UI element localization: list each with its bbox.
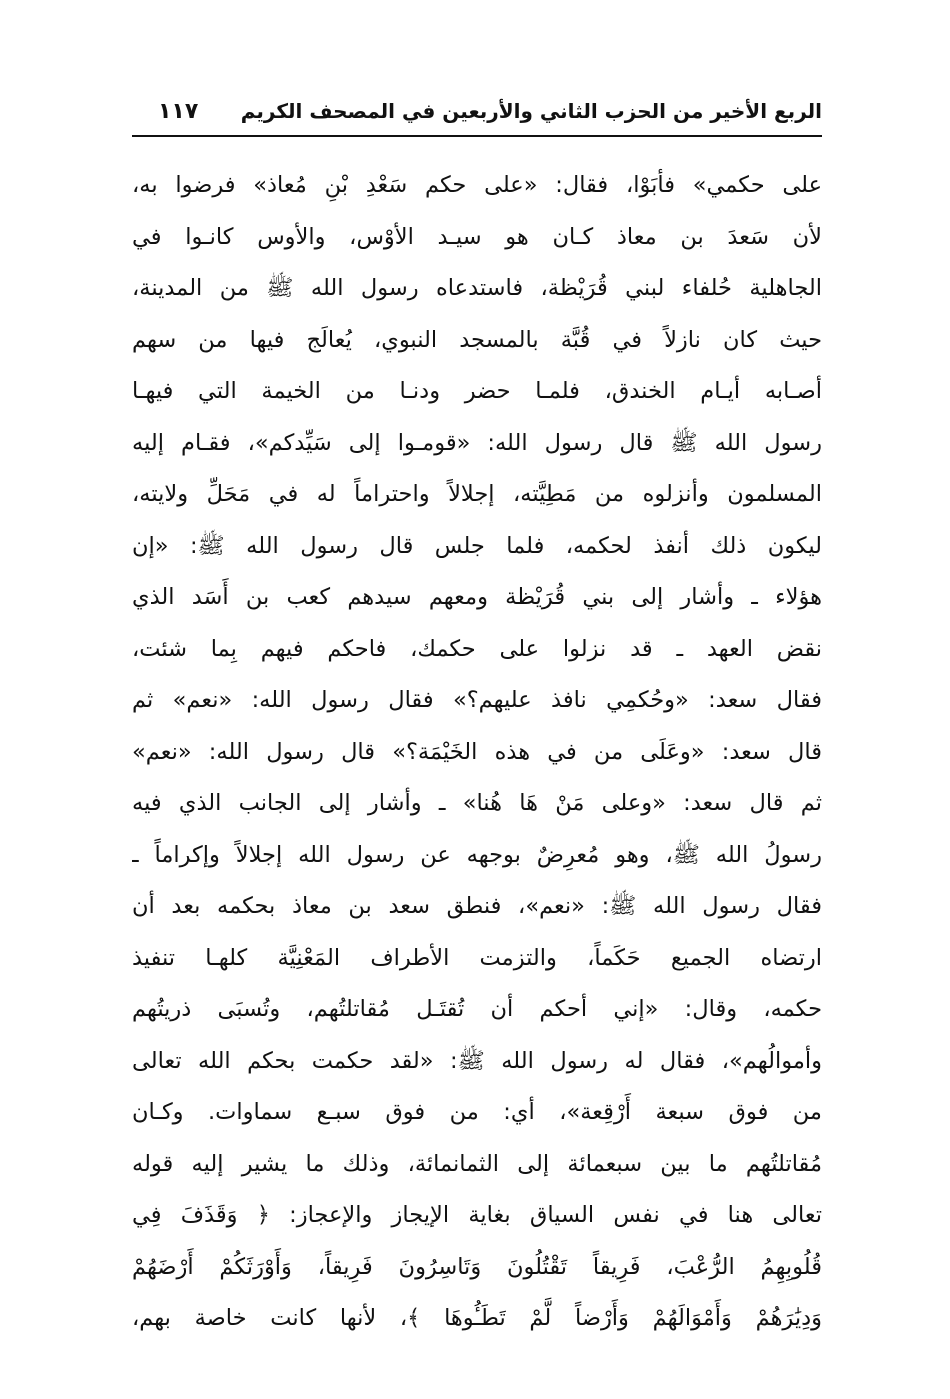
- text-line: تعالى هنا في نفس السياق بغاية الإيجاز والإعجاز: ﴿ وَقَذَفَ فِي: [132, 1202, 822, 1228]
- text-line: أصـابه أيـام الخندق، فلمـا حضر ودنـا من الخيمة التي فيهـا: [132, 378, 822, 404]
- text-line: فقال رسول الله ﷺ: «نعم»، فنطق سعد بن معاذ بحكمه بعد أن: [132, 893, 822, 919]
- text-line: حيث كان نازلاً في قُبَّة بالمسجد النبوي، يُعالَج فيها من سهم: [132, 326, 822, 353]
- header-rule: [132, 135, 822, 137]
- running-header: [132, 95, 822, 135]
- text-line: من فوق سبعة أَرْقِعة»، أي: من فوق سبـع سماوات. وكـان: [132, 1099, 822, 1125]
- text-line: المسلمون وأنزلوه من مَطِيَّته، إجلالاً واحتراماً له في مَحَلِّ ولايته،: [132, 481, 822, 507]
- page-number: ١١٧: [158, 99, 199, 124]
- text-line: ثم قال سعد: «وعلى مَنْ هَا هُنا» ـ وأشار إلى الجانب الذي فيه: [132, 790, 822, 816]
- running-header-title: الربع الأخير من الحزب الثاني والأربعين في المصحف الكريم: [240, 99, 822, 123]
- text-line: هؤلاء ـ وأشار إلى بني قُرَيْظة ومعهم سيدهم كعب بن أَسَد الذي: [132, 584, 822, 610]
- text-line: حكمه، وقال: «إني أحكم أن تُقتَـل مُقاتلتُهم، وتُسبَى ذريتُهم: [132, 996, 822, 1022]
- text-line: رسولُ الله ﷺ، وهو مُعرِضٌ بوجهه عن رسول الله إجلالاً وإكراماً ـ: [132, 841, 822, 868]
- text-line: فقال سعد: «وحُكمِي نافذ عليهم؟» فقال رسول الله: «نعم» ثم: [132, 687, 822, 713]
- text-line: قُلُوبِهِمُ الرُّعْبَ، فَرِيقاً تَقْتُلُونَ وَتَاسِرُونَ فَرِيقاً، وَأَوْرَثَكُمْ أَرْضَهُمْ: [132, 1253, 822, 1280]
- text-line: وأموالُهم»، فقال له رسول الله ﷺ: «لقد حكمت بحكم الله تعالى: [132, 1047, 822, 1074]
- body-text: [132, 160, 822, 1345]
- text-line: لأن سَعدَ بن معاذ كـان هو سيـد الأوْس، والأوس كانـوا في: [132, 223, 822, 250]
- text-line: وَدِيَٰرَهُمْ وَأَمْوَالَهُمْ وَأَرْضاً لَّمْ تَطَـُٔوهَا ﴾، لأنها كانت خاصة بهم،: [132, 1305, 822, 1331]
- text-line: ارتضاه الجميع حَكَماً، والتزمت الأطراف المَعْنِيَّة كلهـا تنفيذ: [132, 944, 822, 971]
- text-line: نقض العهد ـ قد نزلوا على حكمك، فاحكم فيهم بِما شئت،: [132, 635, 822, 662]
- text-line: رسول الله ﷺ قال رسول الله: «قومـوا إلى سَيِّدكم»، فقـام إليه: [132, 429, 822, 456]
- text-line: الجاهلية حُلفاء لبني قُرَيْظة، فاستدعاه رسول الله ﷺ من المدينة،: [132, 275, 822, 301]
- text-line: ليكون ذلك أنفذ لحكمه، فلما جلس قال رسول الله ﷺ: «إن: [132, 532, 822, 559]
- text-line: قال سعد: «وعَلَى من في هذه الخَيْمَة؟» قال رسول الله: «نعم»: [132, 738, 822, 765]
- text-line: مُقاتلتُهم ما بين سبعمائة إلى الثمانمائة، وذلك ما يشير إليه قوله: [132, 1150, 822, 1177]
- text-line: على حكمي» فأبَوْا، فقال: «على حكم سَعْدِ بْنِ مُعاذ» فرضوا به،: [132, 172, 822, 198]
